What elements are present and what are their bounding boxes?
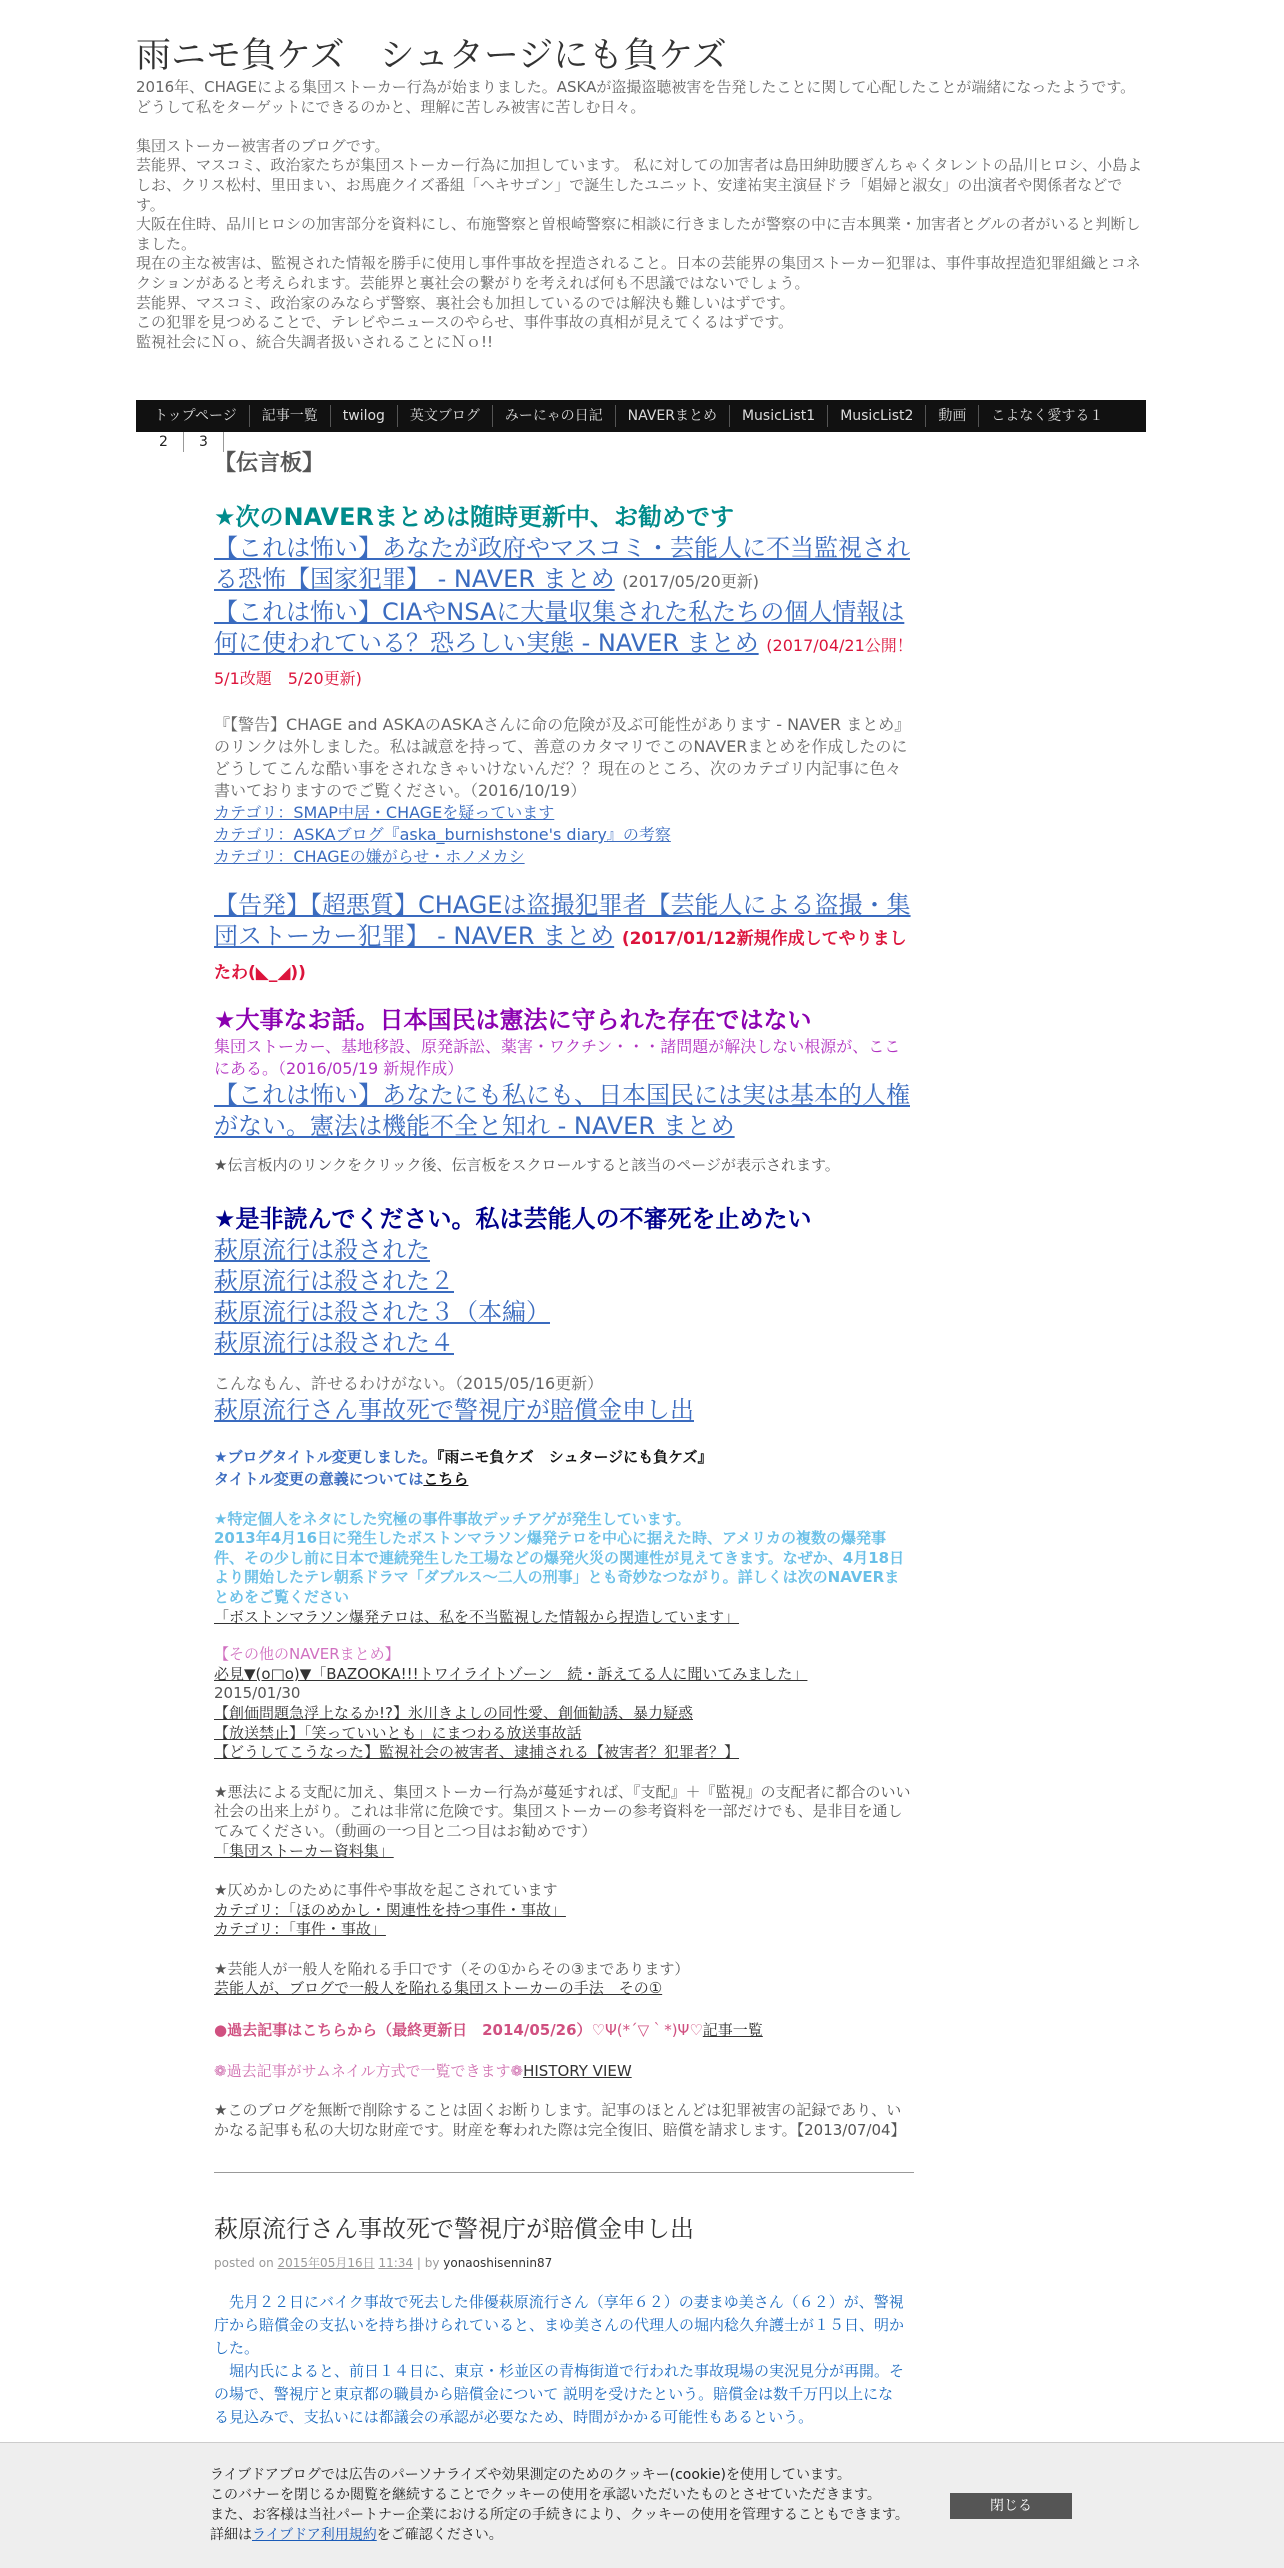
hint-section [214, 1881, 914, 1940]
nav-english-blog[interactable]: 英文ブログ [398, 405, 493, 427]
past-articles-link[interactable]: 記事一覧 [702, 2021, 763, 2040]
accusation-item [214, 890, 914, 989]
title-change-link[interactable]: こちら [423, 1469, 469, 1488]
naver-note-1: (2017/05/20更新) [622, 572, 759, 591]
trap-text: ★芸能人が一般人を陥れる手口です（その①からその③まであります） [214, 1959, 690, 1978]
cookie-line: また、お客様は当社パートナー企業における所定の手続きにより、クッキーの使用を管理することもできます。 [210, 2507, 909, 2523]
cookie-line: ライブドアブログでは広告のパーソナライズや効果測定のためのクッキー(cookie)を使用しています。 [210, 2467, 851, 2483]
meta-date-link[interactable]: 2015年05月16日 [277, 2256, 375, 2270]
hagiwara-link-4[interactable]: 萩原流行は殺された４ [214, 1328, 454, 1357]
naver-section [214, 502, 929, 694]
meta-posted-label: posted on [214, 2256, 274, 2270]
boston-section [214, 1510, 914, 1628]
nav-musiclist1[interactable]: MusicList1 [730, 405, 828, 427]
nav-video[interactable]: 動画 [926, 405, 979, 427]
constitution-heading: ★大事なお話。日本国民は憲法に守られた存在ではない [214, 1006, 812, 1034]
naver-item-2 [214, 597, 929, 694]
category-link-chage[interactable]: カテゴリ：CHAGEの嫌がらせ・ホノメカシ [214, 847, 525, 866]
page-tab-3[interactable]: 3 [184, 432, 224, 452]
history-view [214, 2060, 914, 2081]
naver-link-surveillance[interactable]: 【これは怖い】あなたが政府やマスコミ・芸能人に不当監視される恐怖【国家犯罪】 - NAVER まとめ [214, 534, 910, 593]
page-tab-2[interactable]: 2 [144, 432, 184, 452]
nav-favorites[interactable]: こよなく愛する１ [991, 408, 1104, 424]
hint-text: ★仄めかしのために事件や事故を起こされています [214, 1881, 558, 1900]
desc-line: この犯罪を見つめることで、テレビやニュースのやらせ、事件事故の真相が見えてくるはずです。 [136, 313, 794, 332]
cookie-line [210, 2525, 909, 2545]
title-change-reason: タイトル変更の意義については [214, 1469, 424, 1488]
nav-twilog[interactable]: twilog [331, 405, 398, 427]
other-link-bazooka[interactable]: 必見▼(o□o)▼「BAZOOKA!!!トワイライトゾーン 続・訴えてる人に聞いてみました」 [214, 1664, 808, 1683]
naver-link-cia[interactable]: 【これは怖い】CIAやNSAに大量収集された私たちの個人情報は何に使われている？恐ろしい実態 - NAVER まとめ [214, 598, 905, 657]
other-naver-section [214, 1645, 914, 1763]
meta-time-link[interactable]: 11:34 [378, 2256, 414, 2270]
history-view-link[interactable]: HISTORY VIEW [523, 2062, 632, 2081]
desc-line: 現在の主な被害は、監視された情報を勝手に使用し事件事故を捏造されること。日本の芸能界の集団ストーカー犯罪は、事件事故捏造犯罪組織とコネクションがあると考えられます。芸能界と裏社会の繋がりを考えれば何も不思議ではないでしょう。 [136, 254, 1141, 292]
nav-articles[interactable]: 記事一覧 [250, 405, 331, 427]
naver-item-1 [214, 533, 914, 597]
article-title[interactable]: 萩原流行さん事故死で警視庁が賠償金申し出 [214, 2215, 694, 2243]
trap-section [214, 1960, 914, 1999]
cookie-detail-label: 詳細は [210, 2527, 252, 2543]
naver-link-constitution[interactable]: 【これは怖い】あなたにも私にも、日本国民には実は基本的人権がない。憲法は機能不全と知れ - NAVER まとめ [214, 1081, 910, 1140]
cookie-detail-suffix: をご確認ください。 [376, 2527, 503, 2543]
other-naver-heading: 【その他のNAVERまとめ】 [214, 1645, 400, 1664]
hagiwara-heading: ★是非読んでください。私は芸能人の不審死を止めたい [214, 1204, 812, 1233]
close-button[interactable]: 閉じる [950, 2493, 1072, 2519]
desc-line: 監視社会にＮｏ、統合失調者扱いされることにＮｏ!! [136, 332, 494, 351]
hint-category-link[interactable]: カテゴリ：「ほのめかし・関連性を持つ事件・事故」 [214, 1900, 566, 1919]
divider [214, 2172, 914, 2173]
hagiwara-link-3[interactable]: 萩原流行は殺された３（本編） [214, 1297, 550, 1326]
article-paragraph: 先月２２日にバイク事故で死去した俳優萩原流行さん（享年６２）の妻まゆ美さん（６２）が、警視庁から賠償金の支払いを持ち掛けられていると、まゆ美さんの代理人の堀内稔久弁護士が１５日、明かした。 [214, 2293, 905, 2357]
title-change-section [214, 1446, 914, 1490]
desc-line: 2016年、CHAGEによる集団ストーカー行為が始まりました。ASKAが盗撮盗聴被害を告発したことに関して心配したことが端緒になったようです。 どうして私をターゲットにできるのかと、理解に苦しみ被害に苦しむ日々。 [136, 78, 1136, 116]
hagiwara-link-compensation[interactable]: 萩原流行さん事故死で警視庁が賠償金申し出 [214, 1395, 694, 1424]
boston-text: 2013年4月16日に発生したボストンマラソン爆発テロを中心に据えた時、アメリカの複数の爆発事件、その少し前に日本で連続発生した工場などの爆発火災の関連性が見えてきます。なぜか、4月18日より開始したテレ朝系ドラマ「ダブルス～二人の刑事」とも奇妙なつながり。詳しくは次のNAVERまとめをご覧ください [214, 1529, 905, 1606]
naver-heading: ★次のNAVERまとめは随時更新中、お勧めです [214, 503, 734, 531]
stalker-materials-text: ★悪法による支配に加え、集団ストーカー行為が蔓延すれば、『支配』＋『監視』の支配者に都合のいい社会の出来上がり。これは非常に危険です。集団ストーカーの参考資料を一部だけでも、是非目を通してみてください。（動画の一つ目と二つ目はお勧めです） [214, 1782, 911, 1840]
desc-line: 芸能界、マスコミ、政治家たちが集団ストーカー行為に加担しています。 私に対しての加害者は島田紳助腰ぎんちゃくタレントの品川ヒロシ、小島よしお、クリス松村、里田まい、お馬鹿クイズ番組「ヘキサゴン」で誕生したユニット、安達祐実主演昼ドラ「娼婦と淑女」の出演者や関係者などです。 [136, 156, 1143, 214]
article-paragraph: 堀内氏によると、前日１４日に、東京・杉並区の青梅街道で行われた事故現場の実況見分が再開。その場で、警視庁と東京都の職員から賠償金について 説明を受けたという。賠償金は数千万円以上になる見込みで、支払いには都議会の承認が必要なため、時間がかかる可能性もあるという。 [214, 2362, 905, 2426]
board-scroll-note: ★伝言板内のリンクをクリック後、伝言板をスクロールすると該当のページが表示されます。 [214, 1156, 840, 1174]
past-articles-deco: ♡Ψ(*´▽｀*)Ψ♡ [591, 2021, 703, 2040]
article-meta: posted on 2015年05月16日 11:34 | by yonaoshisennin87 [214, 2256, 553, 2270]
message-board [214, 448, 929, 2140]
page-tabs [144, 432, 224, 452]
nav-diary[interactable]: みーにゃの日記 [493, 405, 616, 427]
boston-link[interactable]: 「ボストンマラソン爆発テロは、私を不当監視した情報から捏造しています」 [214, 1607, 740, 1626]
desc-line: 大阪在住時、品川ヒロシの加害部分を資料にし、布施警察と曽根崎警察に相談に行きましたが警察の中に吉本興業・加害者とグルの者がいると判断しました。 [136, 215, 1141, 253]
category-link-aska[interactable]: カテゴリ：ASKAブログ『aska_burnishstone's diary』の考察 [214, 825, 671, 844]
global-nav [136, 400, 1146, 432]
incident-category-link[interactable]: カテゴリ：「事件・事故」 [214, 1920, 386, 1939]
cookie-text [210, 2465, 909, 2545]
hagiwara-note: こんなもん、許せるわけがない。（2015/05/16更新） [214, 1373, 604, 1393]
constitution-sub: 集団ストーカー、基地移設、原発訴訟、薬害・ワクチン・・・諸問題が解決しない根源が、ここにある。（2016/05/19 新規作成） [214, 1037, 901, 1078]
naver-link-accusation[interactable]: 【告発】【超悪質】CHAGEは盗撮犯罪者【芸能人による盗撮・集団ストーカー犯罪】 - NAVER まとめ [214, 891, 911, 950]
category-link-smap[interactable]: カテゴリ：SMAP中居・CHAGEを疑っています [214, 803, 555, 822]
boston-heading: ★特定個人をネタにした究極の事件事故デッチアゲが発生しています。 [214, 1509, 691, 1528]
trap-link[interactable]: 芸能人が、ブログで一般人を陥れる集団ストーカーの手法 その① [214, 1979, 663, 1998]
stalker-materials-link[interactable]: 「集団ストーカー資料集」 [214, 1841, 394, 1860]
copyright-notice: ★このブログを無断で削除することは固くお断りします。記事のほとんどは犯罪被害の記録であり、いかなる記事も私の大切な財産です。財産を奪われた際は完全復旧、賠償を請求します。【2013/07/04】 [214, 2101, 906, 2139]
hagiwara-section [214, 1204, 914, 1426]
naver-note-2: (2017/04/21公開！ 5/1改題 5/20更新) [214, 636, 929, 688]
site-description [136, 78, 1146, 352]
accusation-note: (2017/01/12新規作成してやりましたわ(◣_◢)) [214, 929, 907, 983]
site-title[interactable]: 雨ニモ負ケズ シュタージにも負ケズ [136, 36, 727, 76]
hagiwara-link-1[interactable]: 萩原流行は殺された [214, 1235, 430, 1264]
terms-link[interactable]: ライブドア利用規約 [252, 2527, 377, 2543]
title-change-text: ★ブログタイトル変更しました。 [214, 1447, 437, 1466]
past-articles-text: ●過去記事はこちらから（最終更新日 2014/05/26） [214, 2021, 592, 2040]
desc-line: 芸能界、マスコミ、政治家のみならず警察、裏社会も加担しているのでは解決も難しいはずです。 [136, 293, 795, 312]
hagiwara-link-2[interactable]: 萩原流行は殺された２ [214, 1266, 454, 1295]
meta-by-label: by [424, 2256, 440, 2270]
past-articles [214, 2019, 914, 2040]
cookie-line: このバナーを閉じるか閲覧を継続することでクッキーの使用を承認いただいたものとさせていただきます。 [210, 2487, 881, 2503]
other-link-hikawa[interactable]: 【創価問題急浮上なるか!?】氷川きよしの同性愛、創価勧誘、暴力疑惑 [214, 1703, 693, 1722]
history-view-text: ❁過去記事がサムネイル方式で一覧できます❁ [214, 2062, 524, 2081]
other-link-arrest[interactable]: 【どうしてこうなった】監視社会の被害者、逮捕される【被害者？犯罪者？】 [214, 1743, 740, 1762]
constitution-section [214, 1005, 914, 1176]
other-link-iitomo[interactable]: 【放送禁止】「笑っていいとも」にまつわる放送事故話 [214, 1723, 582, 1742]
cookie-banner [0, 2442, 1284, 2568]
article-body [214, 2291, 904, 2429]
site-header [136, 34, 1146, 352]
other-date: 2015/01/30 [214, 1684, 301, 1703]
nav-musiclist2[interactable]: MusicList2 [828, 405, 926, 427]
stalker-materials-section [214, 1783, 914, 1861]
desc-gap [136, 117, 1146, 137]
nav-naver[interactable]: NAVERまとめ [616, 405, 730, 427]
nav-top[interactable]: トップページ [142, 405, 250, 427]
meta-author: yonaoshisennin87 [443, 2256, 553, 2270]
desc-line: 集団ストーカー被害者のブログです。 [136, 136, 390, 155]
warning-text: 『【警告】CHAGE and ASKAのASKAさんに命の危険が及ぶ可能性があります - NAVER まとめ』のリンクは外しました。私は誠意を持って、善意のカタマリでこのNAVERまとめを作成したのにどうしてこんな酷い事をされなきゃいけないんだ？？現在のところ、次のカテゴリ内記事に色々書いておりますのでご覧ください。（2016/10/19） [214, 715, 911, 800]
warning-section [214, 714, 914, 868]
article [214, 2212, 904, 2429]
new-title: 『雨ニモ負ケズ シュタージにも負ケズ』 [436, 1447, 713, 1466]
board-heading: 【伝言板】 [214, 451, 325, 476]
